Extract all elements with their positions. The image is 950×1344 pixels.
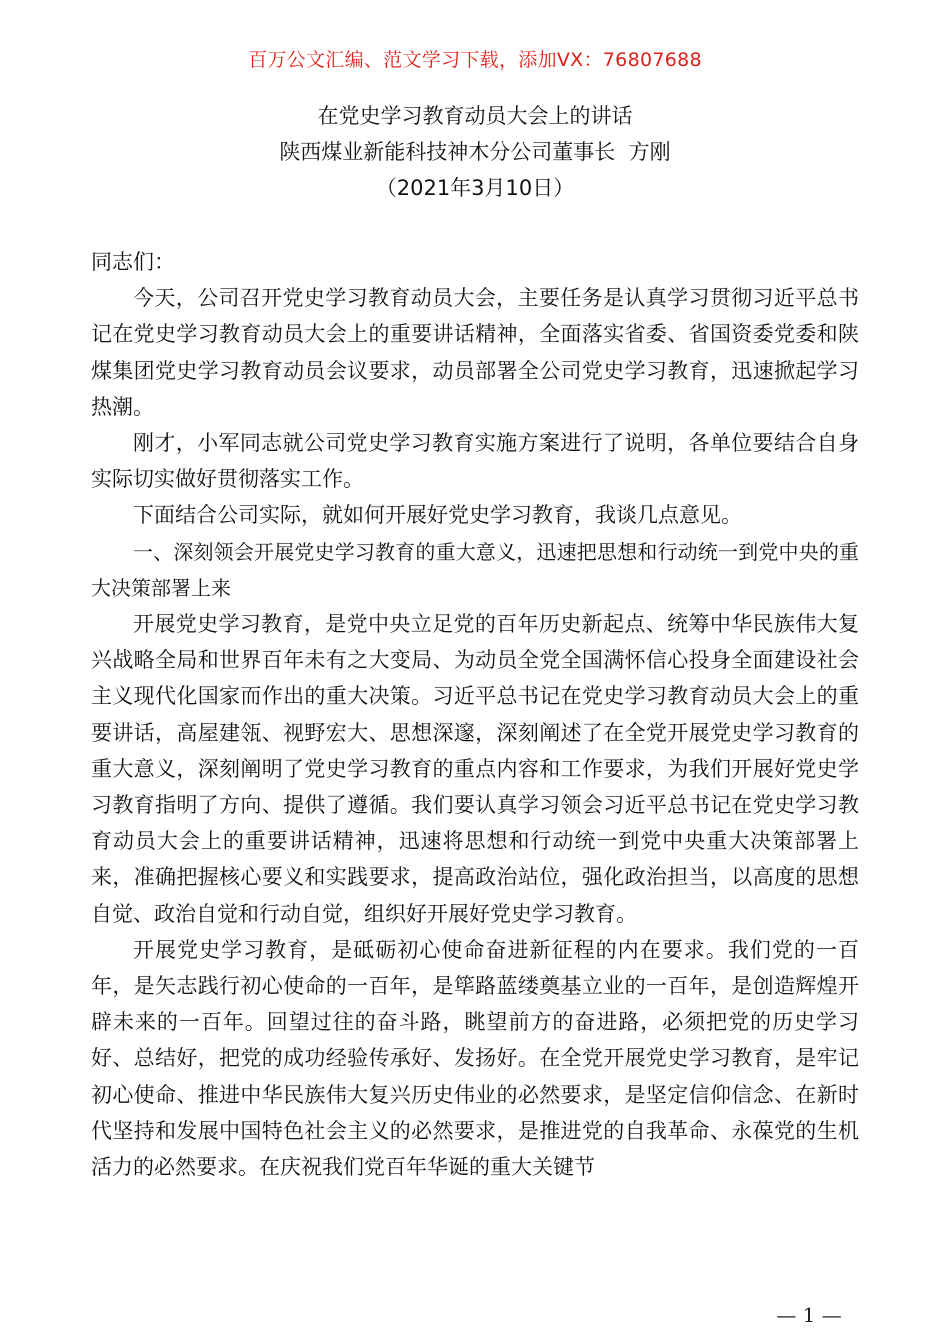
- paragraph-4: 开展党史学习教育，是党中央立足党的百年历史新起点、统筹中华民族伟大复兴战略全局和世界百年未有之大变局、为动员全党全国满怀信心投身全面建设社会主义现代化国家而作出的重大决策。习近平总书记在党史学习教育动员大会上的重要讲话，高屋建瓴、视野宏大、思想深邃，深刻阐述了在全党开展党史学习教育的重大意义，深刻阐明了党史学习教育的重点内容和工作要求，为我们开展好党史学习教育指明了方向、提供了遵循。我们要认真学习领会习近平总书记在党史学习教育动员大会上的重要讲话精神，迅速将思想和行动统一到党中央重大决策部署上来，准确把握核心要义和实践要求，提高政治站位，强化政治担当，以高度的思想自觉、政治自觉和行动自觉，组织好开展好党史学习教育。: [91, 612, 859, 926]
- paragraph-3: 下面结合公司实际，就如何开展好党史学习教育，我谈几点意见。: [133, 503, 742, 528]
- speaker-byline: 陕西煤业新能科技神木分公司董事长 方刚: [279, 140, 671, 164]
- document-body: [91, 244, 859, 1185]
- document-title: 在党史学习教育动员大会上的讲话: [317, 104, 633, 128]
- promo-banner: 百万公文汇编、范文学习下载，添加VX：76807688: [248, 49, 702, 71]
- document-date: （2021年3月10日）: [375, 176, 575, 200]
- document-title-block: [0, 98, 950, 206]
- page-number: — 1 —: [776, 1303, 842, 1327]
- salutation: 同志们：: [91, 250, 175, 274]
- paragraph-1: 今天，公司召开党史学习教育动员大会，主要任务是认真学习贯彻习近平总书记在党史学习教育动员大会上的重要讲话精神，全面落实省委、省国资委党委和陕煤集团党史学习教育动员会议要求，动员部署全公司党史学习教育，迅速掀起学习热潮。: [91, 286, 859, 419]
- section-heading-1: 一、深刻领会开展党史学习教育的重大意义，迅速把思想和行动统一到党中央的重大决策部署上来: [91, 539, 859, 600]
- paragraph-5: 开展党史学习教育，是砥砺初心使命奋进新征程的内在要求。我们党的一百年，是矢志践行初心使命的一百年，是筚路蓝缕奠基立业的一百年，是创造辉煌开辟未来的一百年。回望过往的奋斗路，眺望前方的奋进路，必须把党的历史学习好、总结好，把党的成功经验传承好、发扬好。在全党开展党史学习教育，是牢记初心使命、推进中华民族伟大复兴历史伟业的必然要求，是坚定信仰信念、在新时代坚持和发展中国特色社会主义的必然要求，是推进党的自我革命、永葆党的生机活力的必然要求。在庆祝我们党百年华诞的重大关键节: [91, 937, 859, 1180]
- paragraph-2: 刚才，小军同志就公司党史学习教育实施方案进行了说明，各单位要结合自身实际切实做好贯彻落实工作。: [91, 431, 859, 492]
